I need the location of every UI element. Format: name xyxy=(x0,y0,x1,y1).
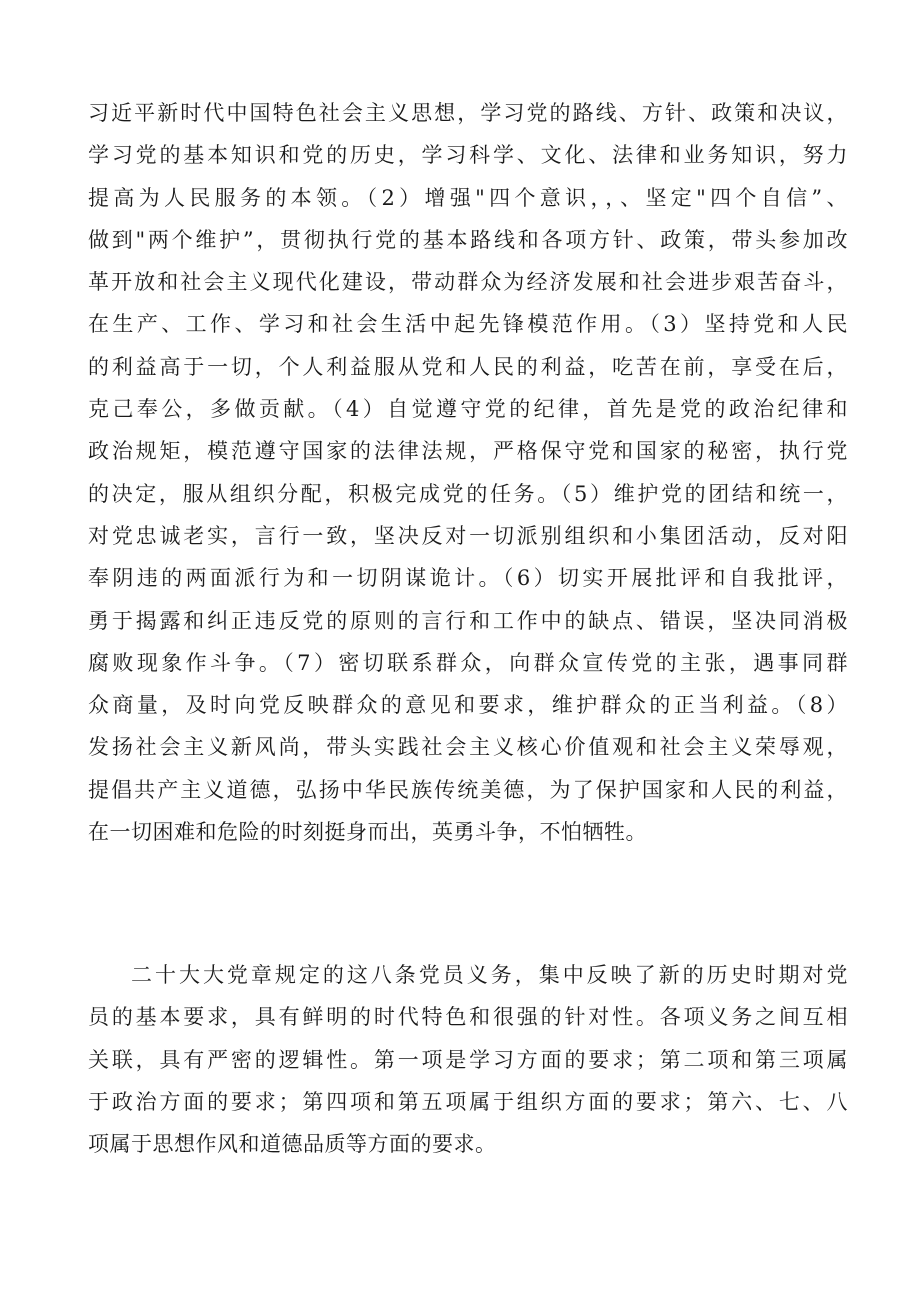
text-line: 克己奉公，多做贡献。（4）自觉遵守党的纪律，首先是党的政治纪律和 xyxy=(88,397,848,422)
text-line: 提倡共产主义道德，弘扬中华民族传统美德，为了保护国家和人民的利益， xyxy=(88,777,848,802)
text-line: 革开放和社会主义现代化建设，带动群众为经济发展和社会进步艰苦奋斗， xyxy=(88,270,848,295)
paragraph-duties-summary xyxy=(88,954,848,1165)
paragraph-party-member-duties xyxy=(88,92,848,853)
text-line: 员的基本要求，具有鲜明的时代特色和很强的针对性。各项义务之间互相 xyxy=(88,1005,848,1030)
text-line: 腐败现象作斗争。（7）密切联系群众，向群众宣传党的主张，遇事同群 xyxy=(88,650,848,675)
text-line: 对党忠诚老实，言行一致，坚决反对一切派别组织和小集团活动，反对阳 xyxy=(88,523,848,548)
text-line: 发扬社会主义新风尚，带头实践社会主义核心价值观和社会主义荣辱观， xyxy=(88,735,848,760)
text-line: 关联，具有严密的逻辑性。第一项是学习方面的要求；第二项和第三项属 xyxy=(88,1047,848,1072)
text-line: 在一切困难和危险的时刻挺身而出，英勇斗争，不怕牺牲。 xyxy=(88,820,647,845)
text-line: 项属于思想作风和道德品质等方面的要求。 xyxy=(88,1132,497,1157)
text-line: 习近平新时代中国特色社会主义思想，学习党的路线、方针、政策和决议， xyxy=(88,101,848,125)
text-line: 于政治方面的要求；第四项和第五项属于组织方面的要求；第六、七、八 xyxy=(88,1089,848,1114)
text-line: 学习党的基本知识和党的历史，学习科学、文化、法律和业务知识，努力 xyxy=(88,143,848,168)
text-line: 的决定，服从组织分配，积极完成党的任务。（5）维护党的团结和统一， xyxy=(88,481,848,506)
text-line: 提高为人民服务的本领。（2）增强"四个意识，，、坚定"四个自信”、 xyxy=(88,185,848,210)
text-line: 在生产、工作、学习和社会生活中起先锋模范作用。（3）坚持党和人民 xyxy=(88,312,848,337)
text-line-indented: 二十大大党章规定的这八条党员义务，集中反映了新的历史时期对党 xyxy=(131,963,848,987)
text-line: 奉阴违的两面派行为和一切阴谋诡计。（6）切实开展批评和自我批评， xyxy=(88,566,848,591)
text-line: 政治规矩，模范遵守国家的法律法规，严格保守党和国家的秘密，执行党 xyxy=(88,439,848,464)
text-line: 众商量，及时向党反映群众的意见和要求，维护群众的正当利益。（8） xyxy=(88,693,848,718)
text-line: 做到"两个维护”，贯彻执行党的基本路线和各项方针、政策，带头参加改 xyxy=(88,227,848,252)
text-line: 勇于揭露和纠正违反党的原则的言行和工作中的缺点、错误，坚决同消极 xyxy=(88,608,848,633)
text-line: 的利益高于一切，个人利益服从党和人民的利益，吃苦在前，享受在后， xyxy=(88,354,848,379)
